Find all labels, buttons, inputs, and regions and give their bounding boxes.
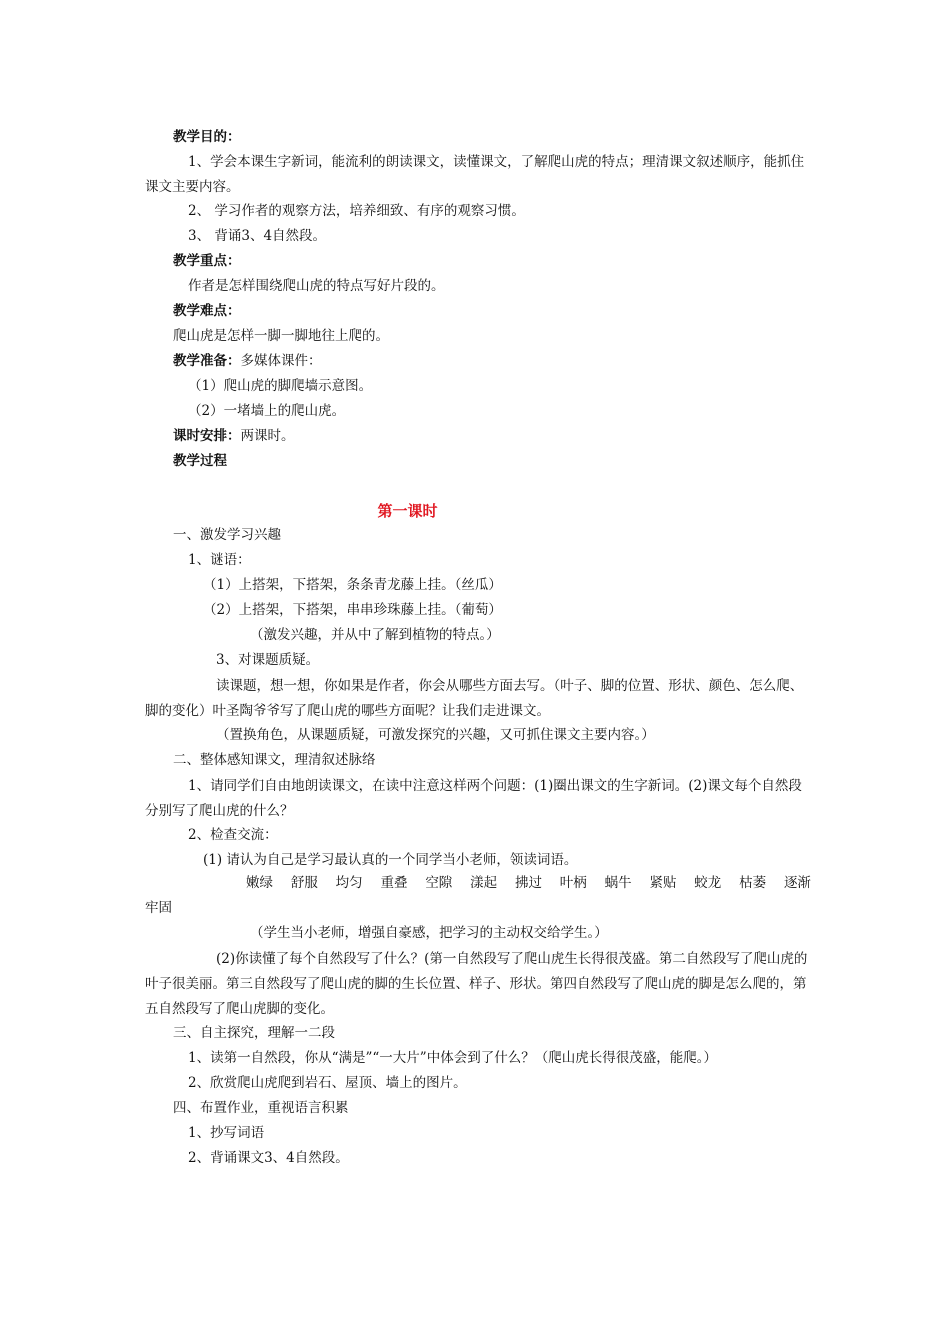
schedule-text: 两课时。 <box>240 428 295 444</box>
prep-line <box>173 352 322 370</box>
vocab-word: 空隙 <box>425 875 453 891</box>
focus-label: 教学重点： <box>173 253 241 269</box>
goal-1: 1、学会本课生字新词，能流利的朗读课文，读懂课文，了解爬山虎的特点；理清课文叙述顺序，能抓住课文主要内容。 <box>145 154 805 195</box>
section-2-note: （学生当小老师，增强自豪感，把学习的主动权交给学生。） <box>250 925 608 941</box>
prep-label: 教学准备： <box>173 353 241 369</box>
section-1-title: 一、激发学习兴趣 <box>173 527 281 543</box>
section-2-item-2: 2、检查交流： <box>188 827 278 843</box>
difficulty-text: 爬山虎是怎样一脚一脚地往上爬的。 <box>173 328 389 344</box>
section-1-note-2: （置换角色，从课题质疑，可激发探究的兴趣，又可抓住课文主要内容。） <box>216 727 655 743</box>
vocab-word: 蛟龙 <box>694 875 722 891</box>
riddle-2: （2）上搭架，下搭架，串串珍珠藤上挂。（葡萄） <box>203 602 502 618</box>
section-1-note-1: （激发兴趣，并从中了解到植物的特点。） <box>250 627 500 643</box>
section-1-item-3: 3、对课题质疑。 <box>216 652 320 668</box>
goals-label: 教学目的： <box>173 129 241 145</box>
schedule-line <box>173 427 295 445</box>
vocab-word: 舒服 <box>290 875 318 891</box>
section-2-sub-1: (1) 请认为自己是学习最认真的一个同学当小老师，领读词语。 <box>203 852 578 868</box>
section-1-paragraph: 读课题，想一想，你如果是作者，你会从哪些方面去写。（叶子、脚的位置、形状、颜色、怎么爬、脚的变化）叶圣陶爷爷写了爬山虎的哪些方面呢？让我们走进课文。 <box>145 678 804 719</box>
section-4-item-1: 1、抄写词语 <box>188 1125 265 1141</box>
prep-item-2: （2）一堵墙上的爬山虎。 <box>188 403 346 419</box>
vocab-word: 均匀 <box>335 875 363 891</box>
section-1-item-1: 1、谜语： <box>188 552 251 568</box>
vocab-word: 嫩绿 <box>246 875 273 891</box>
prep-item-1: （1）爬山虎的脚爬墙示意图。 <box>188 378 373 394</box>
lesson-title: 第一课时 <box>377 502 438 520</box>
focus-text: 作者是怎样围绕爬山虎的特点写好片段的。 <box>188 278 445 294</box>
riddle-1: （1）上搭架，下搭架，条条青龙藤上挂。（丝瓜） <box>203 577 502 593</box>
process-label: 教学过程 <box>173 453 227 469</box>
section-3-title: 三、自主探究，理解一二段 <box>173 1025 335 1041</box>
prep-text: 多媒体课件： <box>240 353 322 369</box>
section-3-item-2: 2、欣赏爬山虎爬到岩石、屋顶、墙上的图片。 <box>188 1075 467 1091</box>
vocab-word: 叶柄 <box>559 875 587 891</box>
section-2-item-1: 1、请同学们自由地朗读课文，在读中注意这样两个问题：(1)圈出课文的生字新词。(2)课文每个自然段分别写了爬山虎的什么？ <box>145 778 802 819</box>
vocab-word: 拂过 <box>514 875 542 891</box>
goal-3: 3、 背诵3、4自然段。 <box>188 228 327 244</box>
section-4-title: 四、布置作业，重视语言积累 <box>173 1100 349 1116</box>
goal-2: 2、 学习作者的观察方法，培养细致、有序的观察习惯。 <box>188 203 525 219</box>
section-2-sub-2: (2)你读懂了每个自然段写了什么？(第一自然段写了爬山虎生长得很茂盛。第二自然段写了爬山虎的叶子很美丽。第三自然段写了爬山虎的脚的生长位置、样子、形状。第四自然段写了爬山虎的脚是怎么爬的，第五自然段写了爬山虎脚的变化。 <box>145 951 808 1017</box>
section-3-item-1: 1、读第一自然段，你从“满是”“一大片”中体会到了什么？（爬山虎长得很茂盛，能爬。） <box>188 1050 717 1066</box>
vocab-word: 紧贴 <box>649 875 677 891</box>
vocab-word-last: 牢固 <box>145 900 172 916</box>
schedule-label: 课时安排： <box>173 428 241 444</box>
vocab-word: 漾起 <box>470 875 498 891</box>
section-4-item-2: 2、背诵课文3、4自然段。 <box>188 1150 349 1166</box>
section-2-title: 二、整体感知课文，理清叙述脉络 <box>173 752 376 768</box>
vocab-word: 逐渐 <box>783 875 811 891</box>
vocabulary-list <box>246 874 811 892</box>
vocab-word: 枯萎 <box>739 875 767 891</box>
difficulty-label: 教学难点： <box>173 303 241 319</box>
vocab-word: 重叠 <box>380 875 408 891</box>
vocab-word: 蜗牛 <box>604 875 632 891</box>
